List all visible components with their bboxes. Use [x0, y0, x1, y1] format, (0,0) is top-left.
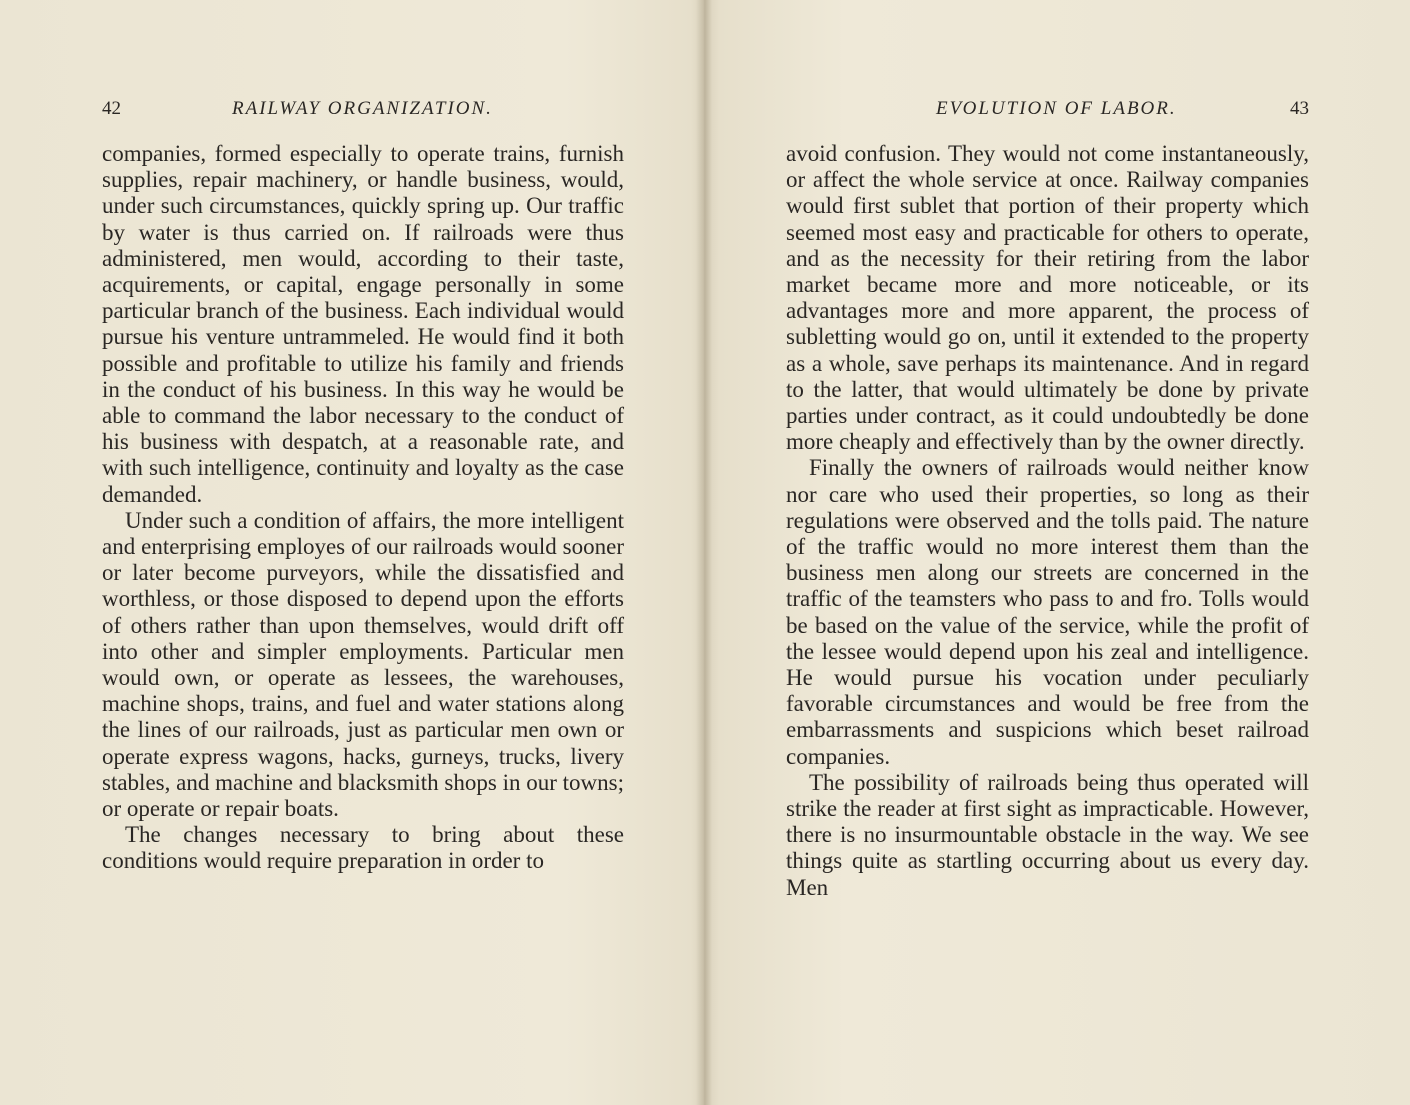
paragraph: Under such a condition of affairs, the more intelligent and enterprising employes of our railroads would sooner or later become purveyors, while the dissatisfied and worthless, or those disposed to depend upon the efforts of others rather than upon themselves, would drift off into other and simpler employments. Particular men would own, or operate as lessees, the warehouses, machine shops, trains, and fuel and water stations along the lines of our railroads, just as particular men own or operate express wagons, hacks, gurneys, trucks, livery stables, and machine and blacksmith shops in our towns; or operate or repair boats.: [102, 507, 624, 822]
left-page-body: [102, 141, 624, 875]
page-number: 43: [1290, 98, 1309, 119]
paragraph: The changes necessary to bring about these conditions would require preparation in order to: [102, 822, 624, 874]
paragraph: Finally the owners of railroads would neither know nor care who used their properties, so long as their regulations were observed and the tolls paid. The nature of the traffic would no more interest them than the business men along our streets are concerned in the traffic of the teamsters who pass to and fro. Tolls would be based on the value of the service, while the profit of the lessee would depend upon his zeal and intelligence. He would pursue his vocation under peculiarly favorable circumstances and would be free from the embarrassments and suspicions which beset railroad companies.: [786, 455, 1309, 769]
page-number: 42: [102, 98, 121, 119]
running-title: RAILWAY ORGANIZATION.: [232, 98, 493, 119]
running-title: EVOLUTION OF LABOR.: [936, 98, 1177, 119]
right-page-body: [786, 141, 1309, 901]
right-page: [705, 0, 1410, 1105]
left-page-header: [102, 98, 624, 124]
paragraph: avoid confusion. They would not come instantaneously, or affect the whole service at once. Railway companies would first sublet that portion of their property which seemed most easy and practicable for others to operate, and as the necessity for their retiring from the labor market became more and more noticeable, or its advantages more and more apparent, the process of subletting would go on, until it extended to the property as a whole, save perhaps its maintenance. And in regard to the latter, that would ultimately be done by private parties under contract, as it could undoubtedly be done more cheaply and effectively than by the owner directly.: [786, 141, 1309, 455]
paragraph: The possibility of railroads being thus operated will strike the reader at first sight as impracticable. However, there is no insurmountable obstacle in the way. We see things quite as startling occurring about us every day. Men: [786, 769, 1309, 900]
right-page-header: [786, 98, 1309, 124]
paragraph: companies, formed especially to operate trains, furnish supplies, repair machinery, or handle business, would, under such circumstances, quickly spring up. Our traffic by water is thus carried on. If railroads were thus administered, men would, according to their taste, acquirements, or capital, engage personally in some particular branch of the business. Each individual would pursue his venture untrammeled. He would find it both possible and profitable to utilize his family and friends in the conduct of his business. In this way he would be able to command the labor necessary to the conduct of his business with despatch, at a reasonable rate, and with such intelligence, continuity and loyalty as the case demanded.: [102, 141, 624, 507]
